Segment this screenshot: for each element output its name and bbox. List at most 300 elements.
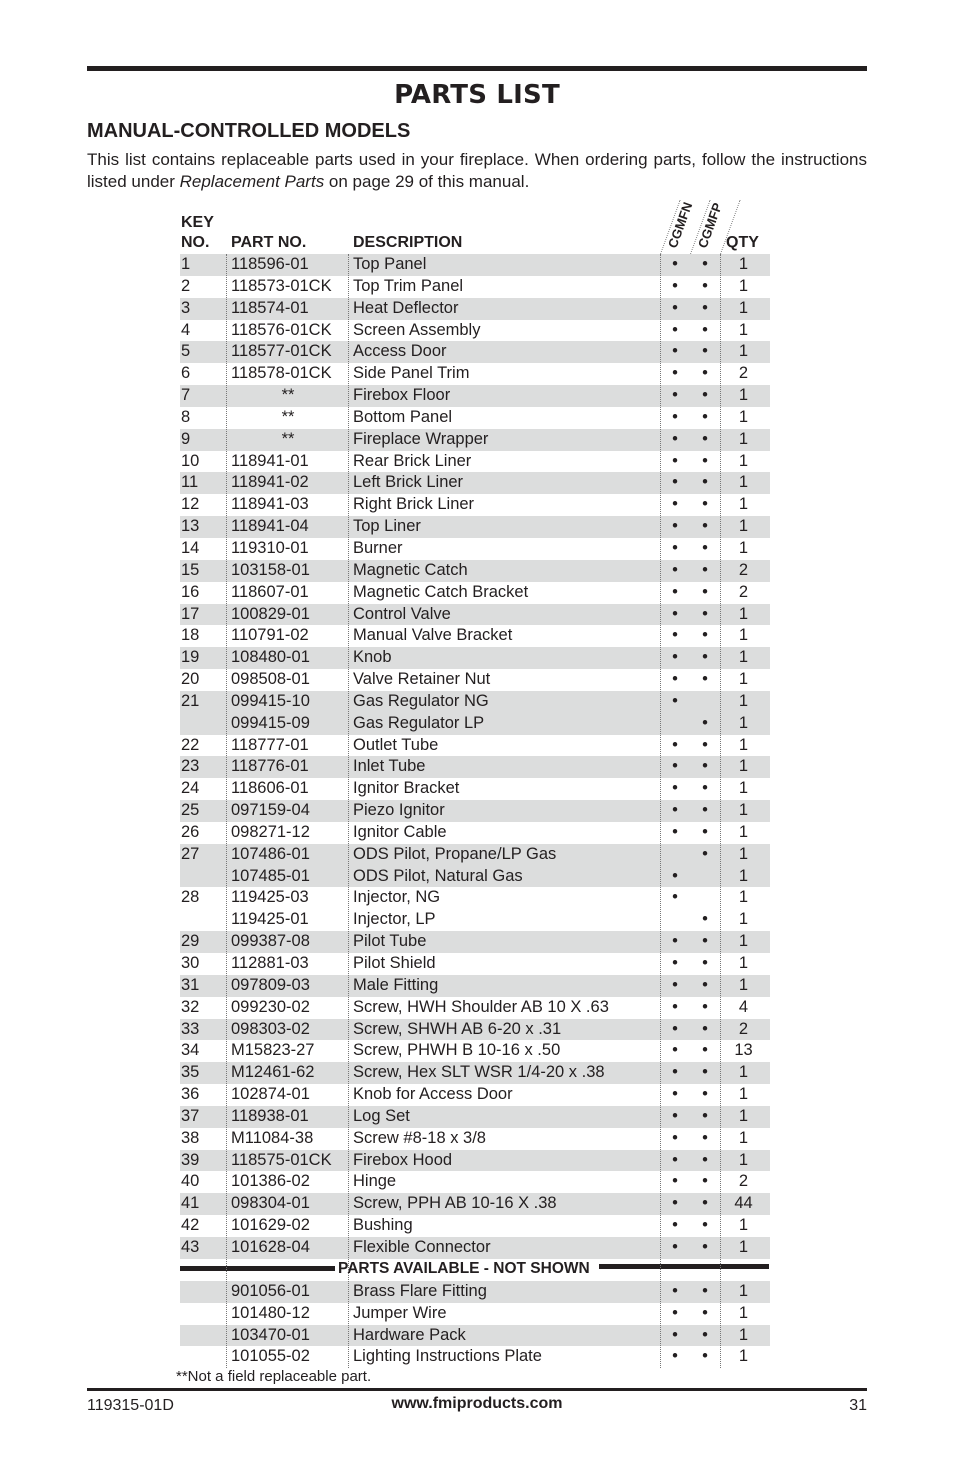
intro-emphasis: Replacement Parts — [179, 172, 325, 191]
part-number-cell: 118576-01CK — [231, 320, 332, 339]
model-cgmfp-cell: • — [702, 1303, 708, 1322]
model-cgmfn-cell: • — [672, 1041, 678, 1060]
model-cgmfp-cell: • — [702, 735, 708, 754]
part-number-cell: M11084-38 — [231, 1128, 314, 1147]
model-cgmfp-cell: • — [702, 473, 708, 492]
model-cgmfp-cell: • — [702, 1194, 708, 1213]
table-row — [180, 975, 770, 997]
table-row — [180, 1062, 770, 1084]
qty-cell: 1 — [738, 538, 749, 557]
model-cgmfp-cell: • — [702, 932, 708, 951]
model-cgmfn-cell: • — [672, 255, 678, 273]
model-cgmfn-cell: • — [672, 276, 678, 295]
part-number-cell: 118776-01 — [231, 757, 309, 776]
part-number-cell: 119425-03 — [231, 888, 309, 907]
header-key-line1: KEY — [181, 214, 214, 231]
table-row — [180, 1128, 770, 1150]
table-row — [180, 1084, 770, 1106]
column-divider — [348, 254, 349, 1368]
key-cell: 35 — [181, 1063, 200, 1082]
part-number-cell: 098271-12 — [231, 822, 310, 841]
key-cell: 19 — [181, 648, 200, 667]
model-cgmfp-cell: • — [702, 1106, 708, 1125]
description-cell: ODS Pilot, Natural Gas — [353, 866, 523, 885]
qty-cell: 1 — [738, 713, 749, 732]
description-cell: Outlet Tube — [353, 735, 439, 754]
page-title: PARTS LIST — [394, 80, 560, 110]
part-number-cell: 102874-01 — [231, 1085, 310, 1104]
part-number-cell: 118577-01CK — [231, 342, 332, 361]
description-cell: Bottom Panel — [353, 407, 453, 426]
key-cell: 38 — [181, 1128, 200, 1147]
model-cgmfp-cell: • — [702, 342, 708, 361]
description-cell: Fireplace Wrapper — [353, 429, 489, 448]
table-row — [180, 254, 770, 276]
key-cell: 12 — [181, 495, 200, 514]
table-row — [180, 1281, 770, 1303]
part-number-cell: 101055-02 — [231, 1347, 310, 1366]
model-cgmfn-cell: • — [672, 1216, 678, 1235]
description-cell: Magnetic Catch — [353, 560, 468, 579]
key-cell: 33 — [181, 1019, 200, 1038]
model-cgmfp-cell: • — [702, 1347, 708, 1366]
model-cgmfn-cell: • — [672, 779, 678, 798]
description-cell: Gas Regulator LP — [353, 713, 485, 732]
table-row — [180, 604, 770, 626]
part-number-cell: M15823-27 — [231, 1041, 315, 1060]
key-cell: 40 — [181, 1172, 200, 1191]
model-cgmfp-cell: • — [702, 1041, 708, 1060]
divider-bar-right — [599, 1264, 769, 1269]
qty-cell: 1 — [738, 386, 749, 405]
qty-cell: 1 — [738, 255, 749, 273]
description-cell: Screw, HWH Shoulder AB 10 X .63 — [353, 997, 609, 1016]
header-model-cgmfn: CGMFN — [664, 200, 696, 250]
parts-body — [180, 254, 770, 1259]
model-cgmfp-cell: • — [702, 429, 708, 448]
model-cgmfn-cell: • — [672, 1237, 678, 1256]
table-row — [180, 1171, 770, 1193]
qty-cell: 2 — [738, 560, 749, 579]
description-cell: Injector, LP — [353, 910, 436, 929]
table-row — [180, 1346, 770, 1368]
qty-cell: 1 — [738, 670, 749, 689]
qty-cell: 1 — [738, 888, 749, 907]
description-cell: Log Set — [353, 1106, 410, 1125]
qty-cell: 1 — [738, 954, 749, 972]
key-cell: 29 — [181, 932, 200, 951]
key-cell: 30 — [181, 954, 200, 972]
qty-cell: 1 — [738, 779, 749, 798]
part-number-cell: 108480-01 — [231, 648, 310, 667]
table-row — [180, 800, 770, 822]
qty-cell: 2 — [738, 582, 749, 601]
table-row — [180, 1040, 770, 1062]
table-row — [180, 320, 770, 342]
top-rule — [87, 66, 867, 71]
qty-cell: 1 — [738, 604, 749, 623]
model-cgmfp-cell: • — [702, 670, 708, 689]
key-cell: 31 — [181, 975, 200, 994]
model-cgmfn-cell: • — [672, 320, 678, 339]
description-cell: Bushing — [353, 1216, 413, 1235]
header-qty: QTY — [726, 234, 759, 251]
model-cgmfn-cell: • — [672, 473, 678, 492]
key-cell: 34 — [181, 1041, 200, 1060]
table-row — [180, 516, 770, 538]
part-number-cell: 099387-08 — [231, 932, 310, 951]
model-cgmfp-cell: • — [702, 1237, 708, 1256]
model-cgmfn-cell: • — [672, 1194, 678, 1213]
model-cgmfp-cell: • — [702, 626, 708, 645]
part-number-cell: 101480-12 — [231, 1303, 310, 1322]
model-cgmfp-cell: • — [702, 1172, 708, 1191]
key-cell: 43 — [181, 1237, 200, 1256]
model-cgmfn-cell: • — [672, 866, 678, 885]
table-row — [180, 625, 770, 647]
table-row — [180, 451, 770, 473]
table-row — [180, 341, 770, 363]
model-cgmfn-cell: • — [672, 1150, 678, 1169]
model-cgmfn-cell: • — [672, 1281, 678, 1300]
description-cell: Ignitor Bracket — [353, 779, 460, 798]
model-cgmfp-cell: • — [702, 1085, 708, 1104]
qty-cell: 1 — [738, 298, 749, 317]
description-cell: Left Brick Liner — [353, 473, 464, 492]
key-cell: 7 — [181, 386, 191, 405]
parts-table — [180, 200, 770, 1368]
table-row — [180, 1325, 770, 1347]
model-cgmfp-cell: • — [702, 822, 708, 841]
qty-cell: 1 — [738, 342, 749, 361]
key-cell: 9 — [181, 429, 191, 448]
model-cgmfn-cell: • — [672, 648, 678, 667]
key-cell: 14 — [181, 538, 200, 557]
qty-cell: 44 — [734, 1194, 753, 1213]
description-cell: Rear Brick Liner — [353, 451, 472, 470]
model-cgmfp-cell: • — [702, 1019, 708, 1038]
header-part-no: PART NO. — [231, 234, 307, 251]
table-row — [180, 931, 770, 953]
key-cell: 36 — [181, 1085, 200, 1104]
description-cell: Hardware Pack — [353, 1325, 466, 1344]
model-cgmfn-cell: • — [672, 495, 678, 514]
model-cgmfp-cell: • — [702, 407, 708, 426]
key-cell: 8 — [181, 407, 191, 426]
model-cgmfp-cell: • — [702, 1150, 708, 1169]
description-cell: Male Fitting — [353, 975, 439, 994]
part-number-cell: 097809-03 — [231, 975, 310, 994]
qty-cell: 1 — [738, 735, 749, 754]
model-cgmfn-cell: • — [672, 1347, 678, 1366]
qty-cell: 1 — [738, 320, 749, 339]
model-cgmfn-cell: • — [672, 888, 678, 907]
part-number-cell: 118941-02 — [231, 473, 309, 492]
qty-cell: 1 — [738, 648, 749, 667]
model-cgmfp-cell: • — [702, 495, 708, 514]
model-cgmfn-cell: • — [672, 997, 678, 1016]
key-cell: 16 — [181, 582, 200, 601]
part-number-cell: 118606-01 — [231, 779, 309, 798]
model-cgmfn-cell: • — [672, 451, 678, 470]
qty-cell: 1 — [738, 495, 749, 514]
model-cgmfn-cell: • — [672, 822, 678, 841]
description-cell: Gas Regulator NG — [353, 691, 489, 710]
table-row — [180, 909, 770, 931]
model-cgmfn-cell: • — [672, 975, 678, 994]
model-cgmfp-cell: • — [702, 910, 708, 929]
model-cgmfn-cell: • — [672, 801, 678, 820]
qty-cell: 1 — [738, 1281, 749, 1300]
key-cell: 5 — [181, 342, 191, 361]
model-cgmfn-cell: • — [672, 560, 678, 579]
key-cell: 42 — [181, 1216, 200, 1235]
table-row — [180, 778, 770, 800]
model-cgmfn-cell: • — [672, 364, 678, 383]
qty-cell: 1 — [738, 1237, 749, 1256]
divider-bar-left — [180, 1266, 335, 1271]
model-cgmfn-cell: • — [672, 1063, 678, 1082]
qty-cell: 1 — [738, 429, 749, 448]
key-cell: 6 — [181, 364, 191, 383]
bottom-rule — [87, 1388, 867, 1391]
part-number-cell: 100829-01 — [231, 604, 310, 623]
column-divider — [226, 254, 227, 1368]
section-subtitle: MANUAL-CONTROLLED MODELS — [87, 120, 411, 142]
intro-text-before: This list contains replaceable parts used in your fireplace. When ordering parts, follow the instructions listed under — [87, 150, 867, 191]
key-cell: 27 — [181, 844, 200, 863]
table-row — [180, 669, 770, 691]
part-number-cell: 107486-01 — [231, 844, 310, 863]
key-cell: 37 — [181, 1106, 200, 1125]
qty-cell: 1 — [738, 691, 749, 710]
part-number-cell: 103470-01 — [231, 1325, 310, 1344]
description-cell: Brass Flare Fitting — [353, 1281, 487, 1300]
part-number-cell: M12461-62 — [231, 1063, 315, 1082]
part-number-cell: 107485-01 — [231, 866, 310, 885]
key-cell: 15 — [181, 560, 200, 579]
table-row — [180, 538, 770, 560]
qty-cell: 2 — [738, 1172, 749, 1191]
part-number-cell: 118575-01CK — [231, 1150, 332, 1169]
model-cgmfp-cell: • — [702, 1128, 708, 1147]
part-number-cell: ** — [281, 407, 295, 426]
part-number-cell: 118596-01 — [231, 255, 309, 273]
description-cell: Knob for Access Door — [353, 1085, 513, 1104]
part-number-cell: ** — [281, 429, 295, 448]
qty-cell: 1 — [738, 451, 749, 470]
part-number-cell: 118938-01 — [231, 1106, 309, 1125]
table-row — [180, 363, 770, 385]
description-cell: Top Panel — [353, 255, 427, 273]
description-cell: Piezo Ignitor — [353, 801, 445, 820]
key-cell: 32 — [181, 997, 200, 1016]
model-cgmfp-cell: • — [702, 1063, 708, 1082]
description-cell: Side Panel Trim — [353, 364, 470, 383]
table-row — [180, 385, 770, 407]
description-cell: Pilot Shield — [353, 954, 436, 972]
key-cell: 39 — [181, 1150, 200, 1169]
part-number-cell: 118574-01 — [231, 298, 309, 317]
qty-cell: 1 — [738, 1106, 749, 1125]
key-cell: 28 — [181, 888, 200, 907]
part-number-cell: 098304-01 — [231, 1194, 310, 1213]
qty-cell: 1 — [738, 932, 749, 951]
model-cgmfn-cell: • — [672, 670, 678, 689]
description-cell: Hinge — [353, 1172, 397, 1191]
part-number-cell: 098508-01 — [231, 670, 310, 689]
model-cgmfn-cell: • — [672, 1325, 678, 1344]
model-cgmfp-cell: • — [702, 1216, 708, 1235]
column-divider — [660, 254, 661, 1368]
model-cgmfp-cell: • — [702, 648, 708, 667]
qty-cell: 1 — [738, 1128, 749, 1147]
description-cell: Magnetic Catch Bracket — [353, 582, 529, 601]
qty-cell: 2 — [738, 364, 749, 383]
part-number-cell: 103158-01 — [231, 560, 310, 579]
part-number-cell: 112881-03 — [231, 954, 309, 972]
key-cell: 24 — [181, 779, 200, 798]
model-cgmfn-cell: • — [672, 1128, 678, 1147]
model-cgmfp-cell: • — [702, 844, 708, 863]
qty-cell: 1 — [738, 473, 749, 492]
description-cell: Top Liner — [353, 517, 421, 536]
part-number-cell: ** — [281, 386, 295, 405]
qty-cell: 1 — [738, 844, 749, 863]
model-cgmfn-cell: • — [672, 582, 678, 601]
description-cell: Screw #8-18 x 3/8 — [353, 1128, 486, 1147]
column-divider — [720, 254, 721, 1368]
table-row — [180, 1303, 770, 1325]
key-cell: 1 — [181, 255, 191, 273]
description-cell: Valve Retainer Nut — [353, 670, 491, 689]
description-cell: Pilot Tube — [353, 932, 427, 951]
table-row — [180, 713, 770, 735]
description-cell: ODS Pilot, Propane/LP Gas — [353, 844, 557, 863]
key-cell: 2 — [181, 276, 191, 295]
model-cgmfp-cell: • — [702, 713, 708, 732]
part-number-cell: 118578-01CK — [231, 364, 332, 383]
table-row — [180, 494, 770, 516]
model-cgmfn-cell: • — [672, 954, 678, 972]
table-row — [180, 1019, 770, 1041]
description-cell: Inlet Tube — [353, 757, 426, 776]
key-cell: 18 — [181, 626, 200, 645]
model-cgmfn-cell: • — [672, 932, 678, 951]
table-row — [180, 953, 770, 975]
header-model-cgmfp: CGMFP — [694, 200, 726, 250]
model-cgmfp-cell: • — [702, 517, 708, 536]
model-cgmfn-cell: • — [672, 1085, 678, 1104]
table-row — [180, 1215, 770, 1237]
model-cgmfp-cell: • — [702, 975, 708, 994]
model-cgmfn-cell: • — [672, 1303, 678, 1322]
qty-cell: 1 — [738, 517, 749, 536]
qty-cell: 4 — [738, 997, 749, 1016]
description-cell: Right Brick Liner — [353, 495, 475, 514]
key-cell: 11 — [181, 473, 199, 492]
part-number-cell: 118607-01 — [231, 582, 309, 601]
qty-cell: 1 — [738, 1303, 749, 1322]
qty-cell: 13 — [734, 1041, 753, 1060]
table-header — [180, 200, 770, 254]
model-cgmfn-cell: • — [672, 407, 678, 426]
qty-cell: 2 — [738, 1019, 749, 1038]
model-cgmfn-cell: • — [672, 1172, 678, 1191]
model-cgmfn-cell: • — [672, 517, 678, 536]
description-cell: Screw, Hex SLT WSR 1/4-20 x .38 — [353, 1063, 605, 1082]
qty-cell: 1 — [738, 1150, 749, 1169]
description-cell: Screen Assembly — [353, 320, 481, 339]
header-description: DESCRIPTION — [353, 234, 463, 251]
key-cell: 41 — [181, 1194, 200, 1213]
table-row — [180, 822, 770, 844]
model-cgmfp-cell: • — [702, 801, 708, 820]
part-number-cell: 119425-01 — [231, 910, 309, 929]
table-row — [180, 735, 770, 757]
model-cgmfn-cell: • — [672, 1106, 678, 1125]
model-cgmfp-cell: • — [702, 538, 708, 557]
qty-cell: 1 — [738, 822, 749, 841]
model-cgmfn-cell: • — [672, 429, 678, 448]
key-cell: 26 — [181, 822, 200, 841]
model-cgmfp-cell: • — [702, 386, 708, 405]
part-number-cell: 098303-02 — [231, 1019, 310, 1038]
part-number-cell: 118941-03 — [231, 495, 309, 514]
header-key-line2: NO. — [181, 234, 210, 251]
model-cgmfp-cell: • — [702, 582, 708, 601]
table-row — [180, 997, 770, 1019]
table-row — [180, 1193, 770, 1215]
qty-cell: 1 — [738, 910, 749, 929]
table-row — [180, 866, 770, 888]
description-cell: Screw, PHWH B 10-16 x .50 — [353, 1041, 561, 1060]
description-cell: Top Trim Panel — [353, 276, 464, 295]
description-cell: Lighting Instructions Plate — [353, 1347, 542, 1366]
model-cgmfp-cell: • — [702, 298, 708, 317]
key-cell: 17 — [181, 604, 200, 623]
part-number-cell: 110791-02 — [231, 626, 309, 645]
document-number: 119315-01D — [87, 1397, 174, 1414]
website-link[interactable]: www.fmiproducts.com — [391, 1395, 563, 1412]
description-cell: Control Valve — [353, 604, 451, 623]
model-cgmfn-cell: • — [672, 386, 678, 405]
table-row — [180, 1237, 770, 1259]
model-cgmfn-cell: • — [672, 1019, 678, 1038]
model-cgmfn-cell: • — [672, 604, 678, 623]
part-number-cell: 099415-10 — [231, 691, 310, 710]
model-cgmfp-cell: • — [702, 954, 708, 972]
description-cell: Firebox Hood — [353, 1150, 453, 1169]
model-cgmfp-cell: • — [702, 1325, 708, 1344]
qty-cell: 1 — [738, 1347, 749, 1366]
model-cgmfp-cell: • — [702, 560, 708, 579]
table-row — [180, 298, 770, 320]
table-row — [180, 691, 770, 713]
qty-cell: 1 — [738, 1063, 749, 1082]
model-cgmfn-cell: • — [672, 626, 678, 645]
model-cgmfp-cell: • — [702, 779, 708, 798]
key-cell: 25 — [181, 801, 200, 820]
part-number-cell: 101386-02 — [231, 1172, 310, 1191]
model-cgmfp-cell: • — [702, 451, 708, 470]
part-number-cell: 118777-01 — [231, 735, 309, 754]
key-cell: 20 — [181, 670, 200, 689]
table-row — [180, 276, 770, 298]
part-number-cell: 101629-02 — [231, 1216, 310, 1235]
table-row — [180, 582, 770, 604]
model-cgmfn-cell: • — [672, 757, 678, 776]
